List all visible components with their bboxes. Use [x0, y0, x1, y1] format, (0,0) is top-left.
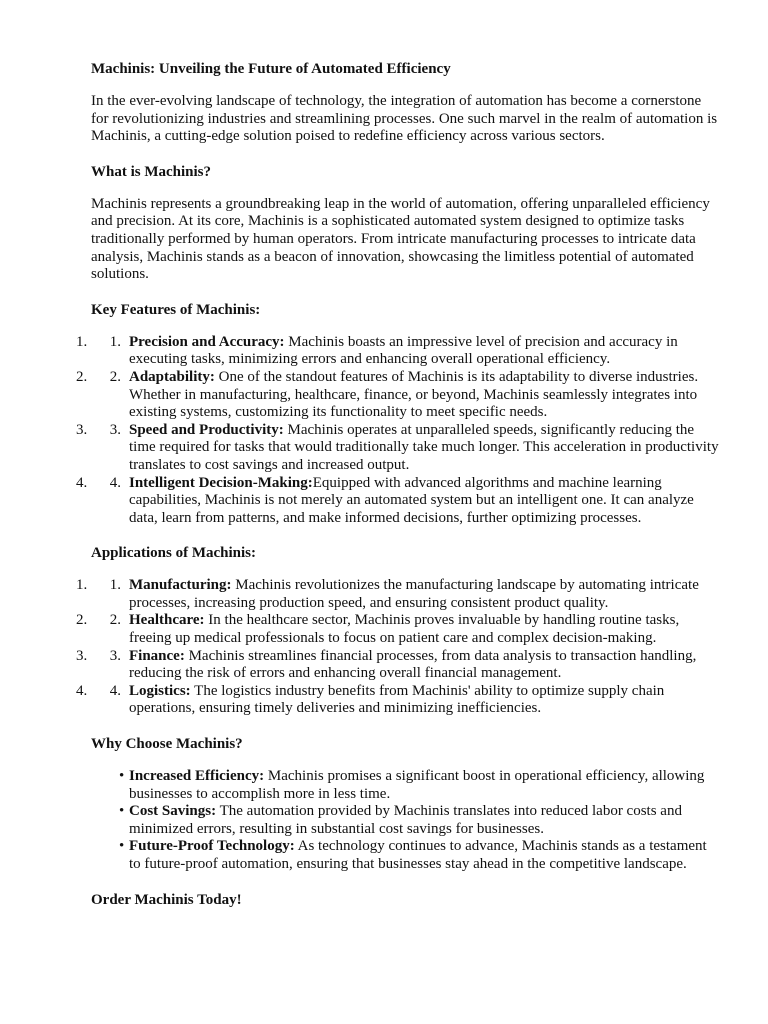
- list-item: [91, 334, 721, 369]
- item-lead: Logistics:: [129, 682, 191, 699]
- item-text: Equipped with advanced algorithms and machine learning capabilities, Machinis is not merely an automated system but an intelligent one. It can analyze data, learn from patterns, and make informed decisions, further optimizing processes.: [129, 474, 694, 526]
- what-paragraph: Machinis represents a groundbreaking leap in the world of automation, offering unparalleled efficiency and precision. At its core, Machinis is a sophisticated automated system designed to optimize tasks traditionally performed by human operators. From intricate manufacturing processes to intricate data analysis, Machinis stands as a beacon of innovation, showcasing the limitless potential of automated solutions.: [91, 195, 710, 283]
- why-heading: Why Choose Machinis?: [91, 736, 243, 753]
- item-text: Machinis revolutionizes the manufacturing landscape by automating intricate processes, increasing production speed, and ensuring consistent product quality.: [129, 577, 699, 611]
- item-lead: Intelligent Decision-Making:: [129, 474, 313, 491]
- item-text: The automation provided by Machinis translates into reduced labor costs and minimized errors, resulting in substantial cost savings for businesses.: [129, 803, 682, 837]
- list-item: [91, 369, 721, 422]
- item-text: One of the standout features of Machinis is its adaptability to diverse industries. Whether in manufacturing, healthcare, finance, or beyond, Machinis seamlessly integrates into existing systems, customizing its functionality to meet specific needs.: [129, 368, 699, 421]
- list-number: 4. 4.: [109, 682, 121, 699]
- bullet-icon: •: [119, 803, 125, 820]
- applications-heading: Applications of Machinis:: [91, 545, 257, 562]
- list-item: [91, 838, 721, 873]
- list-number: 2. 2.: [109, 368, 121, 385]
- document-title: Machinis: Unveiling the Future of Automated Efficiency: [91, 61, 451, 77]
- list-number: 3. 3.: [109, 421, 121, 438]
- why-list: [91, 768, 721, 874]
- list-item: [91, 768, 721, 803]
- list-item: [91, 577, 721, 612]
- item-lead: Adaptability:: [129, 368, 215, 385]
- list-item: [91, 803, 721, 838]
- bullet-icon: •: [119, 768, 125, 785]
- list-item: [91, 475, 721, 528]
- item-lead: Increased Efficiency:: [129, 768, 265, 785]
- order-heading: Order Machinis Today!: [91, 891, 242, 908]
- item-lead: Speed and Productivity:: [129, 421, 284, 438]
- item-text: In the healthcare sector, Machinis proves invaluable by handling routine tasks, freeing up medical professionals to focus on patient care and complex decision-making.: [129, 612, 680, 647]
- item-text: As technology continues to advance, Machinis stands as a testament to future-proof automation, ensuring that businesses stay ahead in the competitive landscape.: [129, 838, 707, 872]
- item-lead: Future-Proof Technology:: [129, 838, 295, 855]
- features-heading: Key Features of Machinis:: [91, 301, 261, 318]
- item-lead: Precision and Accuracy:: [129, 333, 285, 350]
- list-number: 4. 4.: [109, 474, 121, 491]
- bullet-icon: •: [119, 838, 125, 855]
- list-number: 2. 2.: [109, 612, 121, 629]
- features-list: [91, 334, 721, 528]
- item-text: Machinis boasts an impressive level of precision and accuracy in executing tasks, minimizing errors and enhancing overall operational efficiency.: [129, 333, 678, 368]
- item-text: Machinis streamlines financial processes, from data analysis to transaction handling, reducing the risk of errors and enhancing overall financial management.: [129, 647, 697, 682]
- item-lead: Manufacturing:: [129, 577, 232, 594]
- list-item: [91, 648, 721, 683]
- item-text: The logistics industry benefits from Machinis' ability to optimize supply chain operations, ensuring timely deliveries and minimizing inefficiencies.: [129, 682, 665, 717]
- what-heading: What is Machinis?: [91, 163, 212, 180]
- item-lead: Cost Savings:: [129, 803, 217, 820]
- intro-paragraph: In the ever-evolving landscape of technology, the integration of automation has become a cornerstone for revolutionizing industries and streamlining processes. One such marvel in the realm of automation is Machinis, a cutting-edge solution poised to redefine efficiency across various sectors.: [91, 93, 718, 145]
- item-text: Machinis promises a significant boost in operational efficiency, allowing businesses to accomplish more in less time.: [129, 768, 705, 802]
- item-lead: Finance:: [129, 647, 185, 664]
- applications-list: [91, 577, 721, 718]
- list-item: [91, 683, 721, 718]
- item-lead: Healthcare:: [129, 612, 205, 629]
- list-number: 3. 3.: [109, 647, 121, 664]
- list-number: 1. 1.: [109, 333, 121, 350]
- document-content: [91, 60, 721, 909]
- list-item: [91, 612, 721, 647]
- item-text: Machinis operates at unparalleled speeds, significantly reducing the time required for tasks that would traditionally take much longer. This acceleration in productivity translates to cost savings and increased output.: [129, 421, 719, 473]
- list-item: [91, 422, 721, 475]
- list-number: 1. 1.: [109, 577, 121, 594]
